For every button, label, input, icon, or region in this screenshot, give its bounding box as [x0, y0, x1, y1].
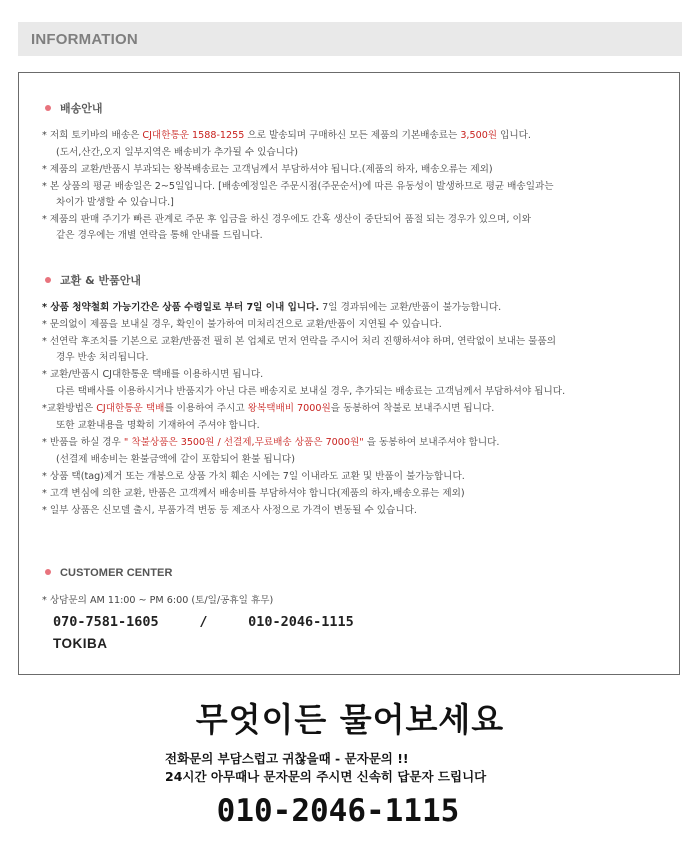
phone-separator: / [199, 614, 208, 630]
returns-line-3: * 선연락 후조치를 기본으로 교환/반품전 필히 본 업체로 먼저 연락을 주시어 처리 진행하셔야 하며, 연락없이 보내는 물품의 [42, 336, 556, 347]
information-box [18, 72, 680, 675]
return-cost-highlight: " 착불상품은 3500원 / 선결제,무료배송 상품은 7000원" [123, 437, 364, 448]
phone-number-2: 010-2046-1115 [248, 614, 354, 630]
brand-name: TOKIBA [53, 636, 108, 651]
returns-line-6: 다른 택배사를 이용하시거나 반품지가 아닌 다른 배송지로 보내실 경우, 추가되는 배송료는 고객님께서 부담하셔야 됩니다. [56, 386, 566, 397]
returns-line-8: 또한 교환내용을 명확히 기재하여 주셔야 합니다. [56, 420, 260, 431]
bullet-dot-icon [45, 277, 51, 283]
shipping-line-2: (도서,산간,오지 일부지역은 배송비가 추가될 수 있습니다) [56, 147, 298, 158]
bullet-dot-icon [45, 105, 51, 111]
footer-line-2: 24시간 아무때나 문자문의 주시면 신속히 답문자 드립니다 [165, 769, 487, 784]
shipping-line-1: * 저희 토키바의 배송은 CJ대한통운 1588-1255 으로 발송되며 구매하신 모든 제품의 기본배송료는 3,500원 입니다. [42, 130, 531, 141]
returns-line-4: 경우 반송 처리됩니다. [56, 352, 149, 363]
footer-phone-number: 010-2046-1115 [216, 793, 460, 829]
shipping-line-7: 같은 경우에는 개별 연락을 통해 안내를 드립니다. [56, 230, 263, 241]
returns-line-10: (선결제 배송비는 환불금액에 같이 포함되어 환불 됩니다) [56, 454, 295, 465]
customer-center-hours: * 상담문의 AM 11:00 ~ PM 6:00 (토/일/공휴일 휴무) [42, 595, 274, 606]
bullet-dot-icon [45, 569, 51, 575]
shipping-fee: 3,500원 [460, 130, 498, 141]
returns-line-12: * 고객 변심에 의한 교환, 반품은 고객께서 배송비를 부담하셔야 합니다(제품의 하자,배송오류는 제외) [42, 488, 465, 499]
returns-line-7: *교환방법은 CJ대한통운 택배를 이용하여 주시고 왕복택배비 7000원을 동봉하여 착불로 보내주시면 됩니다. [42, 403, 495, 414]
phone-number-1: 070-7581-1605 [53, 614, 159, 630]
footer-line-1: 전화문의 부담스럽고 귀찮을때 - 문자문의 !! [165, 751, 409, 766]
return-fee: 왕복택배비 7000원 [247, 403, 331, 414]
footer-title: 무엇이든 물어보세요 [195, 700, 505, 739]
carrier-name: CJ대한통운 1588-1255 [142, 130, 245, 141]
returns-line-9: * 반품을 하실 경우 " 착불상품은 3500원 / 선결제,무료배송 상품은 7000원" 을 동봉하여 보내주셔야 합니다. [42, 437, 500, 448]
information-header-bar [18, 22, 682, 56]
shipping-section-title: 배송안내 [45, 100, 103, 116]
shipping-line-4: * 본 상품의 평균 배송일은 2~5일입니다. [배송예정일은 주문시점(주문순서)에 따른 유동성이 발생하므로 평균 배송일과는 [42, 181, 554, 192]
returns-line-2: * 문의없이 제품을 보내실 경우, 확인이 불가하여 미처리건으로 교환/반품이 지연될 수 있습니다. [42, 319, 442, 330]
shipping-line-3: * 제품의 교환/반품시 부과되는 왕복배송료는 고객님께서 부담하셔야 됩니다.(제품의 하자, 배송오류는 제외) [42, 164, 493, 175]
returns-line-11: * 상품 택(tag)제거 또는 개봉으로 상품 가치 훼손 시에는 7일 이내라도 교환 및 반품이 불가능합니다. [42, 471, 465, 482]
shipping-line-6: * 제품의 판매 주기가 빠른 관계로 주문 후 입금을 하신 경우에도 간혹 생산이 중단되어 품절 되는 경우가 있으며, 이와 [42, 214, 532, 225]
returns-line-5: * 교환/반품시 CJ대한통운 택배를 이용하시면 됩니다. [42, 369, 264, 380]
returns-section-title: 교환 & 반품안내 [45, 272, 141, 288]
information-title: INFORMATION [31, 31, 138, 48]
return-carrier: CJ대한통운 택배 [96, 403, 165, 414]
shipping-line-5: 차이가 발생할 수 있습니다.] [56, 197, 174, 208]
returns-line-1: * 상품 청약철회 가능기간은 상품 수령일로 부터 7일 이내 입니다. 7일 경과뒤에는 교환/반품이 불가능합니다. [42, 302, 502, 313]
customer-center-title: CUSTOMER CENTER [45, 567, 173, 579]
returns-line-13: * 일부 상품은 신모델 출시, 부품가격 변동 등 제조사 사정으로 가격이 변동될 수 있습니다. [42, 505, 417, 516]
customer-center-phones [53, 614, 354, 630]
